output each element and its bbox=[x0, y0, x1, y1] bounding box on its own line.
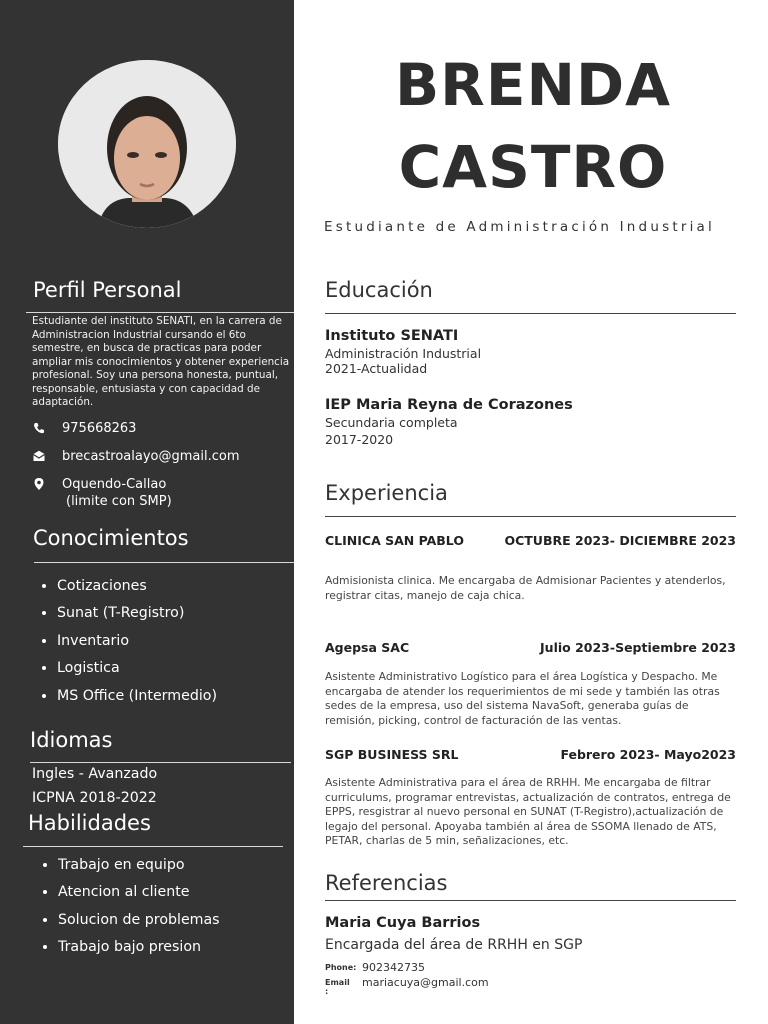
experience-company: CLINICA SAN PABLO bbox=[325, 533, 464, 548]
experience-description: Asistente Administrativa para el área de RRHH. Me encargaba de filtrar curriculums, programar entrevistas, actualización de contratos, entrega de EPPS, resgistrar al nuevo personal en SUNAT (T-Registro),actualización de legajo del personal. Apoyaba también al área de SSOMA llenado de ATS, PETAR, charlas de 5 min, señalizaciones, etc. bbox=[325, 776, 731, 848]
experience-dates: Julio 2023-Septiembre 2023 bbox=[540, 640, 736, 655]
knowledge-heading: Conocimientos bbox=[33, 526, 189, 550]
language-item: Ingles - Avanzado bbox=[32, 766, 158, 782]
profile-photo bbox=[58, 60, 236, 228]
reference-role: Encargada del área de RRHH en SGP bbox=[325, 937, 583, 953]
reference-phone-value: 902342735 bbox=[362, 961, 425, 974]
phone-icon bbox=[32, 421, 46, 435]
list-item: • Trabajo bajo presion bbox=[58, 938, 220, 965]
list-item: • Atencion al cliente bbox=[58, 883, 220, 910]
divider bbox=[26, 312, 294, 313]
education-detail: Administración Industrial bbox=[325, 346, 482, 361]
education-detail: Secundaria completa bbox=[325, 415, 458, 430]
job-title: Estudiante de Administración Industrial bbox=[324, 219, 715, 235]
location-pin-icon bbox=[32, 477, 46, 491]
experience-dates: Febrero 2023- Mayo2023 bbox=[560, 747, 736, 762]
avatar bbox=[58, 60, 236, 228]
reference-phone-label: Phone: bbox=[325, 963, 357, 972]
address-line-1: Oquendo-Callao bbox=[62, 477, 167, 492]
divider bbox=[325, 516, 736, 517]
knowledge-list bbox=[33, 577, 217, 714]
education-school: Instituto SENATI bbox=[325, 328, 459, 344]
divider bbox=[34, 562, 294, 563]
divider bbox=[30, 762, 291, 763]
languages-heading: Idiomas bbox=[30, 728, 113, 752]
address-line-2: (limite con SMP) bbox=[66, 494, 172, 509]
email-link[interactable]: brecastroalayo@gmail.com bbox=[62, 449, 240, 464]
experience-description: Asistente Administrativo Logístico para el área Logística y Despacho. Me encargaba de atender los requerimientos de mi sede y también las otras sedes de la empresa, uso del sistema NavaSoft, generaba guías de remisión, picking, control de facturación de las ventas. bbox=[325, 670, 720, 727]
list-item: • Trabajo en equipo bbox=[58, 856, 220, 883]
experience-dates: OCTUBRE 2023- DICIEMBRE 2023 bbox=[504, 533, 736, 548]
abilities-heading: Habilidades bbox=[28, 811, 151, 835]
sidebar bbox=[0, 0, 294, 1024]
experience-company: SGP BUSINESS SRL bbox=[325, 747, 459, 762]
profile-summary: Estudiante del instituto SENATI, en la carrera de Administracion Industrial cursando el 6to semestre, en busca de practicas para poder ampliar mis conocimientos y obtener experiencia profesional. Soy una persona honesta, puntual, responsable, entusiasta y con capacidad de adaptación. bbox=[32, 315, 290, 408]
list-item: • Sunat (T-Registro) bbox=[57, 604, 217, 631]
divider bbox=[23, 846, 283, 847]
abilities-list bbox=[34, 856, 220, 966]
reference-email-label: Email : bbox=[325, 978, 350, 996]
first-name: BRENDA bbox=[394, 51, 672, 119]
education-heading: Educación bbox=[325, 278, 433, 302]
list-item: • Logistica bbox=[57, 659, 217, 686]
reference-email-value[interactable]: mariacuya@gmail.com bbox=[362, 976, 489, 989]
education-period: 2021-Actualidad bbox=[325, 361, 428, 376]
list-item: • Cotizaciones bbox=[57, 577, 217, 604]
experience-description: Admisionista clinica. Me encargaba de Admisionar Pacientes y atenderlos, registrar citas, manejo de caja chica. bbox=[325, 574, 726, 602]
list-item: • Inventario bbox=[57, 632, 217, 659]
experience-heading: Experiencia bbox=[325, 481, 448, 505]
education-school: IEP Maria Reyna de Corazones bbox=[325, 397, 573, 413]
education-period: 2017-2020 bbox=[325, 432, 394, 447]
profile-heading: Perfil Personal bbox=[33, 278, 182, 302]
list-item: • MS Office (Intermedio) bbox=[57, 687, 217, 714]
divider bbox=[325, 900, 736, 901]
divider bbox=[325, 313, 736, 314]
last-name: CASTRO bbox=[398, 133, 668, 201]
references-heading: Referencias bbox=[325, 871, 448, 895]
experience-company: Agepsa SAC bbox=[325, 640, 410, 655]
phone-text: 975668263 bbox=[62, 421, 137, 436]
reference-name: Maria Cuya Barrios bbox=[325, 915, 481, 931]
list-item: • Solucion de problemas bbox=[58, 911, 220, 938]
language-item: ICPNA 2018-2022 bbox=[32, 790, 157, 806]
envelope-icon bbox=[32, 449, 46, 463]
